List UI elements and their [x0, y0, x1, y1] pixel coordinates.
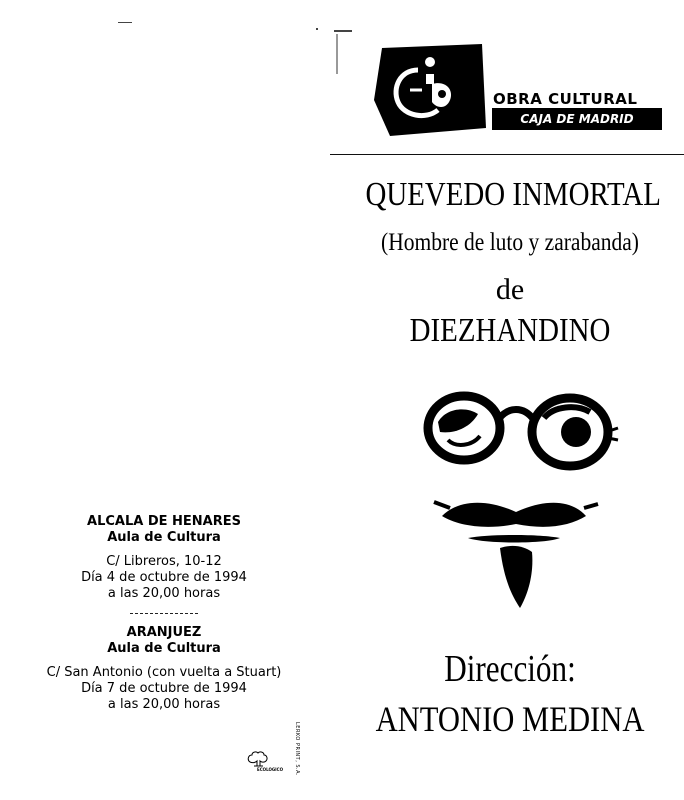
scan-speck [334, 30, 352, 32]
venue-alcala [0, 514, 328, 602]
obra-cultural-logo-icon [370, 40, 490, 140]
logo-line1: OBRA CULTURAL [493, 90, 638, 108]
venue-hall: Aula de Cultura [107, 641, 221, 656]
play-title: QUEVEDO INMORTAL [365, 176, 661, 213]
scan-speck [118, 22, 132, 23]
venue-aranjuez [0, 625, 328, 713]
venue-hall: Aula de Cultura [107, 530, 221, 545]
left-panel [0, 0, 328, 800]
quevedo-face-illustration [420, 388, 620, 618]
direction-label: Dirección: [444, 648, 576, 690]
scan-speck [336, 34, 338, 74]
venue-address: C/ Libreros, 10-12 [106, 554, 222, 569]
venue-date: Día 4 de octubre de 1994 [81, 570, 247, 585]
scan-speck [316, 28, 318, 30]
director-name: ANTONIO MEDINA [375, 699, 645, 739]
venue-address: C/ San Antonio (con vuelta a Stuart) [46, 665, 282, 680]
play-author: DIEZHANDINO [409, 312, 611, 349]
venue-city: ALCALA DE HENARES [87, 514, 241, 529]
header-rule [330, 154, 684, 155]
venue-separator-wrap [0, 611, 328, 615]
logo-line2: CAJA DE MADRID [492, 108, 662, 130]
ecology-label: ECOLOGICO [257, 767, 283, 772]
printer-credit: LERKO PRINT, S.A. [294, 722, 300, 777]
play-connector: de [495, 273, 525, 306]
venue-time: a las 20,00 horas [107, 697, 221, 712]
venue-time: a las 20,00 horas [107, 586, 221, 601]
venue-date: Día 7 de octubre de 1994 [81, 681, 247, 696]
venue-city: ARANJUEZ [126, 625, 202, 640]
venue-separator [130, 613, 198, 614]
play-subtitle: (Hombre de luto y zarabanda) [381, 229, 639, 256]
